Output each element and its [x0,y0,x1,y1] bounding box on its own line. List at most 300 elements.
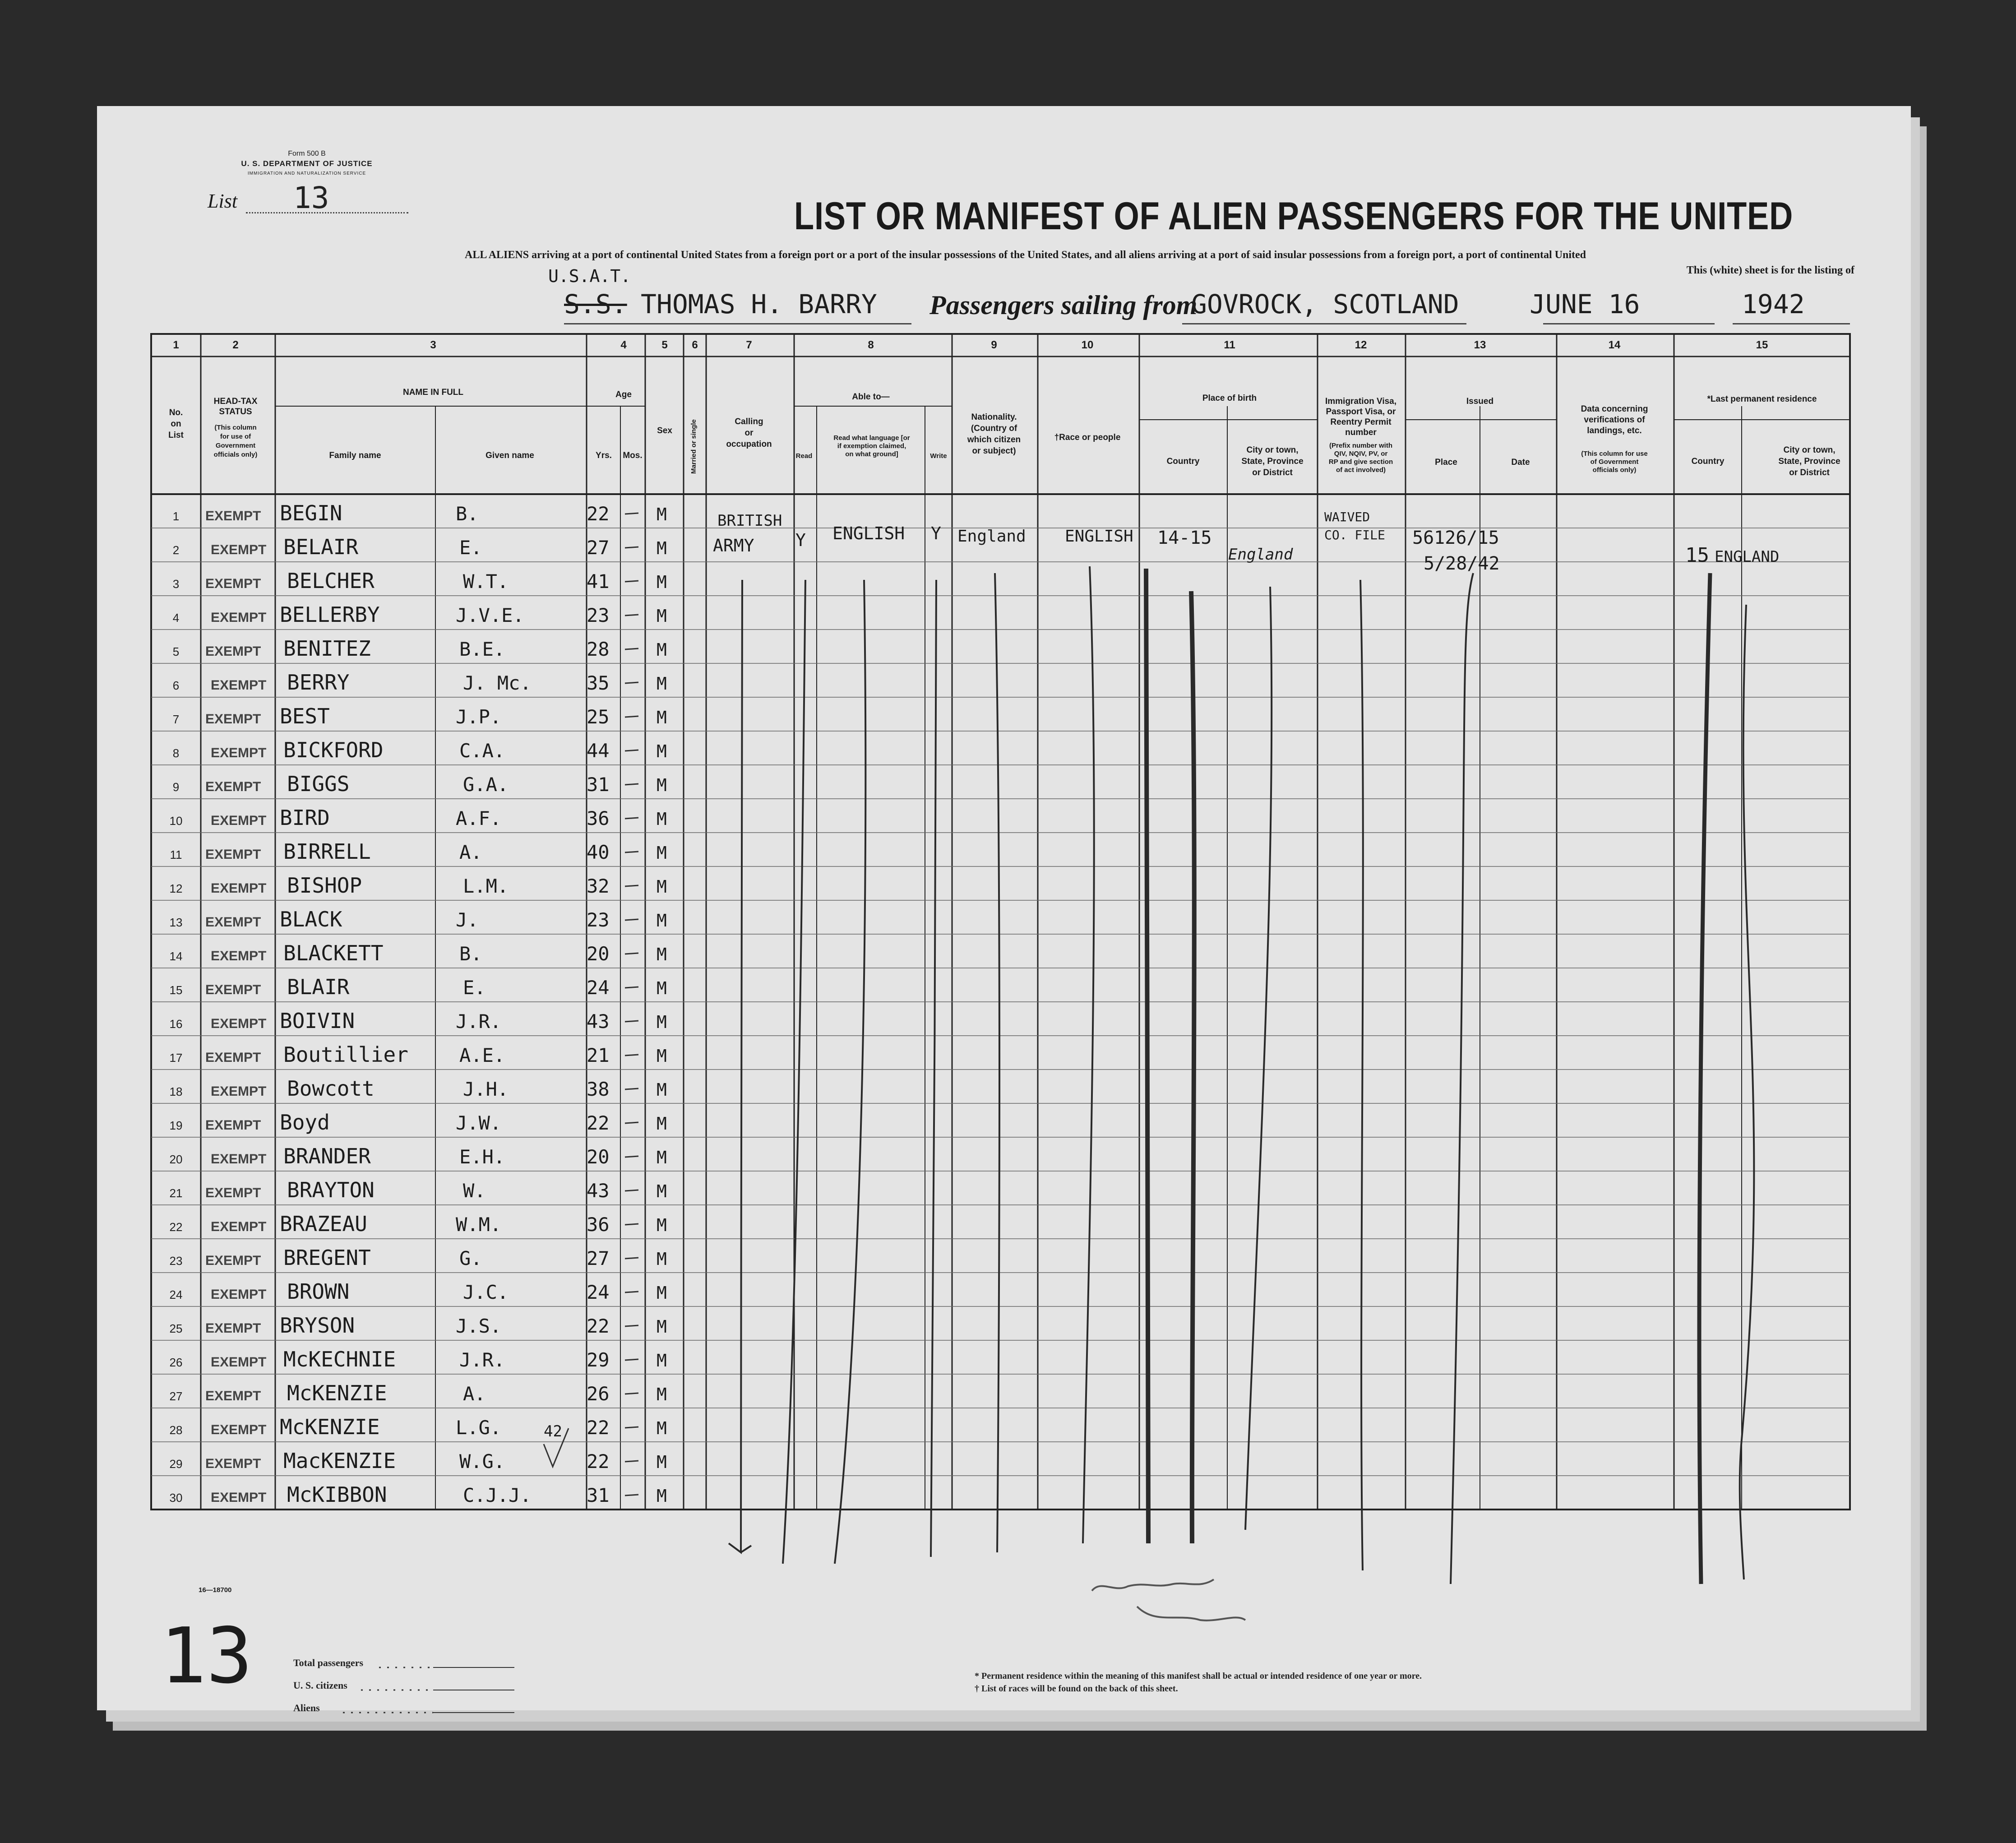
family-name: BIRRELL [283,839,371,864]
sex: M [657,775,667,795]
sex: M [657,1215,667,1235]
header-issued-place: Place [1435,458,1457,467]
family-name: BEST [280,704,330,728]
head-tax-status: EXEMPT [211,746,267,760]
table-row [173,636,667,661]
family-name: BRYSON [280,1313,355,1338]
column-number: 9 [991,339,997,351]
header-birth-country: Country [1166,457,1200,466]
sex: M [657,674,667,694]
family-name: BELLERBY [280,602,380,627]
row1-issued-place: 56126/15 [1412,528,1499,548]
header-data-note-2: of Government [1590,458,1639,466]
ditto-line-birth-country-2 [1191,591,1194,1543]
row-number: 5 [172,645,180,658]
sex: M [657,505,667,524]
age-years: 36 [587,807,610,829]
row-number: 26 [169,1356,183,1369]
header-issued-date: Date [1511,458,1530,467]
header-given-name: Given name [486,451,534,460]
footnote-residence: * Permanent residence within the meaning of this manifest shall be actual or intended residence of one year or more. [975,1671,1422,1681]
family-name: BIGGS [287,772,350,796]
table-row [170,1449,667,1473]
age-years: 24 [587,1281,610,1303]
given-name: B. [456,503,479,525]
age-years: 26 [587,1383,610,1405]
family-name: Boyd [280,1110,330,1135]
inspector-signature [1092,1579,1245,1621]
given-name: A. [463,1383,486,1405]
months-dash [625,750,638,751]
header-age: Age [615,390,632,399]
header-head-tax-1: HEAD-TAX [213,397,258,406]
header-visa-note-4: of act involved) [1336,466,1386,474]
head-tax-status: EXEMPT [211,1287,267,1302]
given-name: A. [459,841,482,863]
header-nationality-2: (Country of [971,424,1017,433]
table-grid [151,334,1850,1510]
header-res-country: Country [1691,457,1725,466]
column-number: 12 [1355,339,1367,351]
months-dash [625,1427,638,1428]
sex: M [657,572,667,592]
instructions-line-2: This (white) sheet is for the listing of [1686,264,1854,276]
column-numbers [173,339,1768,351]
row1-visa-2: CO. FILE [1324,528,1385,542]
table-row [170,1042,667,1067]
given-name: L.M. [463,875,509,897]
ditto-line-calling [729,580,751,1552]
sex: M [657,1114,667,1134]
head-tax-status: EXEMPT [211,1152,267,1167]
us-citizens-label: U. S. citizens [293,1680,347,1691]
header-read: Read [795,452,813,460]
row-number: 9 [172,780,180,794]
header-place-of-birth: Place of birth [1202,394,1257,403]
age-years: 22 [587,1450,610,1473]
age-years: 21 [587,1044,610,1066]
age-years: 25 [587,706,610,728]
given-name: W.G. [459,1450,505,1473]
header-write: Write [930,452,947,460]
months-dash [625,716,638,717]
row-number: 21 [169,1186,183,1200]
column-number: 8 [868,339,874,351]
age-years: 20 [587,1146,610,1168]
head-tax-status: EXEMPT [205,982,261,997]
bottom-list-number: 13 [160,1611,253,1701]
sex: M [657,1046,667,1066]
head-tax-status: EXEMPT [205,1321,261,1336]
table-row [170,941,667,965]
head-tax-status: EXEMPT [205,1253,261,1268]
sex: M [657,606,667,626]
row-number: 11 [170,848,182,861]
sex: M [657,1249,667,1269]
age-years: 22 [587,503,610,525]
age-years: 36 [587,1213,610,1236]
sex: M [657,1418,667,1438]
row-number: 12 [169,882,183,895]
table-row [170,1144,667,1168]
sex: M [657,1351,667,1371]
row1-calling-2: ARMY [713,536,754,556]
row-number: 29 [169,1457,183,1471]
table-row [170,1279,667,1304]
row-number: 7 [172,713,180,726]
table-row [170,1415,667,1439]
given-name: W. [463,1180,486,1202]
header-visa-note-1: (Prefix number with [1329,442,1393,449]
months-dash [625,648,638,649]
age-years: 22 [587,1315,610,1337]
head-tax-status: EXEMPT [205,712,261,727]
row-number: 14 [169,949,183,963]
column-number: 10 [1081,339,1094,351]
head-tax-status: EXEMPT [211,1422,267,1437]
head-tax-status: EXEMPT [205,1118,261,1133]
header-visa-1: Immigration Visa, [1325,397,1397,406]
row1-issued-date: 5/28/42 [1424,553,1500,574]
ditto-line-language [835,580,865,1564]
row-number: 20 [169,1153,183,1166]
list-label: List [208,190,238,212]
header-name-in-full: NAME IN FULL [402,388,464,397]
given-name: J.S. [456,1315,502,1337]
table-row [173,602,667,627]
given-name: B.E. [459,638,505,660]
table-row [170,1246,667,1270]
sex: M [657,945,667,964]
table-row [173,772,667,796]
header-data-3: landings, etc. [1587,426,1642,435]
age-years: 40 [587,841,610,863]
ditto-line-birth-city [1245,587,1272,1530]
column-number: 4 [620,339,627,351]
given-name: W.T. [463,570,509,593]
head-tax-status: EXEMPT [211,678,267,693]
header-read-lang-2: if exemption claimed, [837,442,906,450]
given-name: J. Mc. [463,672,532,694]
months-dash [625,784,638,785]
head-tax-status: EXEMPT [211,542,267,557]
sex: M [657,1486,667,1506]
head-tax-status: EXEMPT [211,1084,267,1099]
family-name: McKENZIE [287,1381,387,1405]
age-years: 44 [587,740,610,762]
family-name: BENITEZ [283,636,371,661]
family-name: BREGENT [283,1246,371,1270]
header-nationality-4: or subject) [972,446,1016,456]
given-name: J.P. [456,706,502,728]
column-number: 2 [232,339,239,351]
age-years: 22 [587,1417,610,1439]
age-years: 38 [587,1078,610,1100]
table-headers [168,339,1840,477]
months-dash [625,1055,638,1056]
header-sex: Sex [657,426,672,435]
header-read-lang-3: on what ground] [845,450,898,458]
total-passengers-label: Total passengers [293,1657,364,1668]
sex: M [657,1283,667,1303]
family-name: BICKFORD [283,738,384,762]
table-row [173,738,667,762]
given-name: W.M. [456,1213,502,1236]
age-years: 43 [587,1010,610,1033]
months-dash [625,818,638,819]
age-years: 32 [587,875,610,897]
ditto-line-nationality [995,573,999,1552]
age-years: 29 [587,1349,610,1371]
header-data-2: verifications of [1584,415,1645,425]
months-dash [625,987,638,988]
given-name: J.W. [456,1112,502,1134]
ditto-line-res-country [1699,573,1710,1584]
age-years: 24 [587,977,610,999]
head-tax-status: EXEMPT [211,949,267,963]
column-number: 6 [692,339,698,351]
family-name: BROWN [287,1279,350,1304]
header-data-note-1: (This column for use [1581,450,1648,458]
family-name: BRANDER [283,1144,371,1168]
table-row [173,535,667,559]
head-tax-status: EXEMPT [211,881,267,896]
table-row [170,1381,667,1405]
header-head-tax-note-3: Government [215,442,256,449]
table-border [151,334,1850,1510]
row-number: 23 [169,1254,183,1268]
family-name: BIRD [280,806,330,830]
header-visa-note-3: RP and give section [1328,458,1393,466]
column-number: 1 [173,339,179,351]
form-number: Form 500 B [288,150,326,157]
row-number: 4 [172,611,180,625]
row-number: 10 [169,814,183,828]
head-tax-status: EXEMPT [205,644,261,659]
header-res-city-2: State, Province [1778,457,1840,466]
vessel-prefix: S.S. [564,289,627,320]
header-calling-2: or [744,428,754,438]
sex: M [657,1181,667,1201]
given-name: J. [456,909,479,931]
months-dash [625,1461,638,1462]
manifest-title: LIST OR MANIFEST OF ALIEN PASSENGERS FOR THE UNITED [794,194,1794,238]
months-dash [625,615,638,616]
table-row [170,1347,667,1371]
months-dash [625,1088,638,1089]
given-name: J.C. [463,1281,509,1303]
head-tax-status: EXEMPT [211,1219,267,1234]
months-dash [625,513,638,514]
months-dash [625,885,638,886]
department-name: U. S. DEPARTMENT OF JUSTICE [241,159,373,168]
age-years: 43 [587,1180,610,1202]
given-name: C.J.J. [463,1484,532,1506]
aliens-label: Aliens [293,1702,320,1713]
given-name: C.A. [459,740,505,762]
head-tax-status: EXEMPT [205,1185,261,1200]
row-number: 6 [172,679,180,692]
family-name: BISHOP [287,873,362,898]
header-birth-city-3: or District [1252,468,1293,477]
given-name: E. [459,537,482,559]
head-tax-status: EXEMPT [211,1490,267,1505]
table-row [170,1482,667,1507]
given-name: J.H. [463,1078,509,1100]
row1-write: Y [931,523,941,543]
header-birth-city-2: State, Province [1241,457,1304,466]
given-name: L.G. [456,1417,502,1439]
header-res-city-1: City or town, [1783,445,1836,455]
footnote-races: † List of races will be found on the back of this sheet. [975,1684,1178,1694]
header-read-lang-1: Read what language [or [833,434,910,442]
ditto-line-race [1083,566,1094,1543]
column-number: 5 [661,339,668,351]
age-years: 28 [587,638,610,660]
sex: M [657,843,667,863]
age-years: 23 [587,604,610,626]
months-dash [625,1190,638,1191]
departure-year: 1942 [1742,289,1805,320]
table-row [170,1110,667,1135]
row-number: 18 [169,1085,183,1098]
vessel-prefix-correction: U.S.A.T. [548,266,631,286]
header-head-tax-note-1: (This column [214,424,257,431]
given-name: E. [463,977,486,999]
age-years: 41 [587,570,610,593]
given-name: G.A. [463,773,509,796]
passenger-rows [170,501,667,1507]
head-tax-status: EXEMPT [211,610,267,625]
list-number: 13 [293,181,329,215]
given-name: J.V.E. [456,604,524,626]
sex: M [657,809,667,829]
sex: M [657,911,667,931]
header-mos: Mos. [623,451,643,460]
header-no-1: No. [169,408,183,417]
sex: M [657,1080,667,1100]
family-name: BLACKETT [283,941,384,965]
row-number: 17 [169,1051,183,1065]
sex: M [657,1148,667,1167]
head-tax-status: EXEMPT [205,1456,261,1471]
given-name: A.F. [456,807,502,829]
print-code: 16—18700 [199,1586,232,1594]
age-years: 31 [587,773,610,796]
age-years: 20 [587,943,610,965]
row1-nationality: England [957,527,1026,546]
months-dash [625,953,638,954]
column-number: 7 [746,339,752,351]
family-name: BRAYTON [287,1178,375,1202]
sex: M [657,741,667,761]
header-nationality-3: which citizen [967,435,1021,445]
header-no-3: List [168,431,184,440]
column-number: 15 [1756,339,1768,351]
ditto-line-visa [1360,580,1363,1570]
given-name: A.E. [459,1044,505,1066]
row1-residence-city: ENGLAND [1715,548,1780,566]
row-number: 8 [172,746,180,760]
header-visa-4: number [1345,428,1377,437]
table-row [170,1076,667,1101]
sex: M [657,978,667,998]
ditto-lines [729,566,1754,1584]
table-row [170,975,667,999]
family-name: BLAIR [287,975,350,999]
given-name: G. [459,1247,482,1269]
instructions-line-1: ALL ALIENS arriving at a port of continental United States from a foreign port or a port of the insular possessions of the United States, and all aliens arriving at a port of said insular possessions from a foreign port, a port of continental United [465,249,1586,261]
age-years: 22 [587,1112,610,1134]
family-name: BELAIR [283,535,359,559]
row1-birth-city: England [1228,546,1293,564]
header-head-tax-2: STATUS [219,407,252,417]
footer [293,1657,1422,1713]
row-number: 19 [169,1119,183,1132]
age-note: 42 [544,1422,562,1440]
column-number: 13 [1474,339,1486,351]
family-name: BEGIN [280,501,342,525]
column-number: 3 [430,339,436,351]
months-dash [625,1224,638,1225]
header-head-tax-note-4: officials only) [213,451,258,458]
age-years: 27 [587,537,610,559]
row-number: 27 [169,1389,183,1403]
months-dash [625,1325,638,1326]
sex: M [657,640,667,660]
header-calling-1: Calling [735,417,763,426]
row1-residence-mark: 15 [1685,544,1709,567]
family-name: BOIVIN [280,1009,355,1033]
given-name: J.R. [459,1349,505,1371]
departure-port: GOVROCK, SCOTLAND [1191,289,1459,320]
row-number: 28 [169,1423,183,1437]
header-issued: Issued [1466,397,1494,406]
row-number: 2 [172,543,180,557]
header-no-2: on [171,419,181,429]
header-data-note-3: officials only) [1592,466,1637,474]
table-row [170,806,667,830]
header-head-tax-note-2: for use of [220,433,251,440]
row1-read: Y [795,530,806,550]
row-number: 13 [169,916,183,929]
age-years: 31 [587,1484,610,1506]
row-number: 15 [169,983,183,997]
sex: M [657,1452,667,1472]
table-row [170,1212,667,1236]
departure-date: JUNE 16 [1530,289,1640,320]
header-married: Married or single [690,419,698,474]
months-dash [625,1156,638,1157]
ditto-line-issued-place [1451,573,1473,1584]
sex: M [657,1012,667,1032]
age-years: 23 [587,909,610,931]
header-able-to: Able to— [852,392,890,402]
family-name: BLACK [280,907,342,931]
head-tax-status: EXEMPT [205,1389,261,1403]
months-dash [625,1359,638,1360]
row-number: 24 [169,1288,183,1301]
head-tax-status: EXEMPT [205,509,261,523]
header-visa-note-2: QIV, NQIV, PV, or [1334,450,1388,458]
sex: M [657,1317,667,1337]
row-number: 25 [169,1322,183,1335]
header-res-city-3: or District [1789,468,1830,477]
family-name: BELCHER [287,569,375,593]
months-dash [625,1495,638,1496]
sex: M [657,1385,667,1404]
table-row [173,670,667,695]
